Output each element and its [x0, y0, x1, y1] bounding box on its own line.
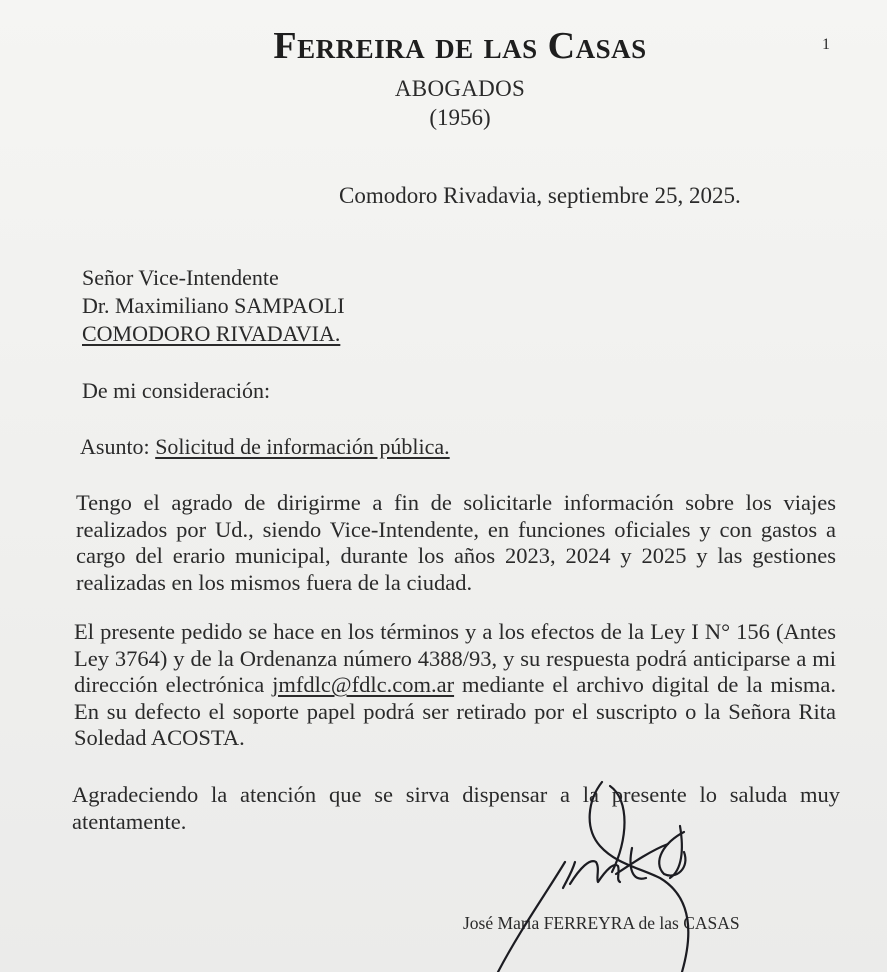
body-paragraph-1: Tengo el agrado de dirigirme a fin de solicitarle información sobre los viajes realizados por Ud., siendo Vice-Intendente, en funciones oficiales y con gastos a cargo del erario municipal, durante los años 2023, 2024 y 2025 y las gestiones realizadas en los mismos fuera de la ciudad.	[76, 490, 836, 595]
letterhead-subtitle: ABOGADOS	[394, 76, 526, 101]
recipient-city: COMODORO RIVADAVIA.	[82, 321, 341, 346]
letterhead-year: (1956)	[429, 105, 491, 130]
paragraph-2-text-end: mediante el archivo digital de la misma. En su defecto el soporte papel podrá ser retirado por el suscripto o la Señora Rita Soledad ACOSTA.	[74, 672, 837, 750]
letterhead-firm-name: Ferreira de las Casas	[273, 25, 647, 67]
date-line: Comodoro Rivadavia, septiembre 25, 2025.	[339, 183, 741, 208]
body-paragraph-3: Agradeciendo la atención que se sirva dispensar a la presente lo saluda muy atentamente.	[72, 782, 840, 834]
greeting: De mi consideración:	[82, 378, 271, 403]
subject-label: Asunto:	[80, 434, 150, 459]
body-paragraph-2	[74, 619, 836, 752]
signer-name: José María FERREYRA de las CASAS	[463, 913, 740, 933]
subject-line	[80, 434, 450, 460]
page-number: 1	[822, 36, 830, 53]
paragraph-2-text-start: El presente pedido se hace en los términos y a los efectos de la Ley I N° 156 (Antes Ley 3764) y de la Ordenanza número 4388/93, y su respuesta podrá anticiparse a mi dirección electrónica	[74, 619, 836, 697]
subject-text: Solicitud de información pública.	[155, 434, 450, 459]
recipient-title: Señor Vice-Intendente	[82, 265, 279, 290]
email-link[interactable]: jmfdlc@fdlc.com.ar	[272, 672, 455, 697]
recipient-name: Dr. Maximiliano SAMPAOLI	[82, 293, 345, 318]
